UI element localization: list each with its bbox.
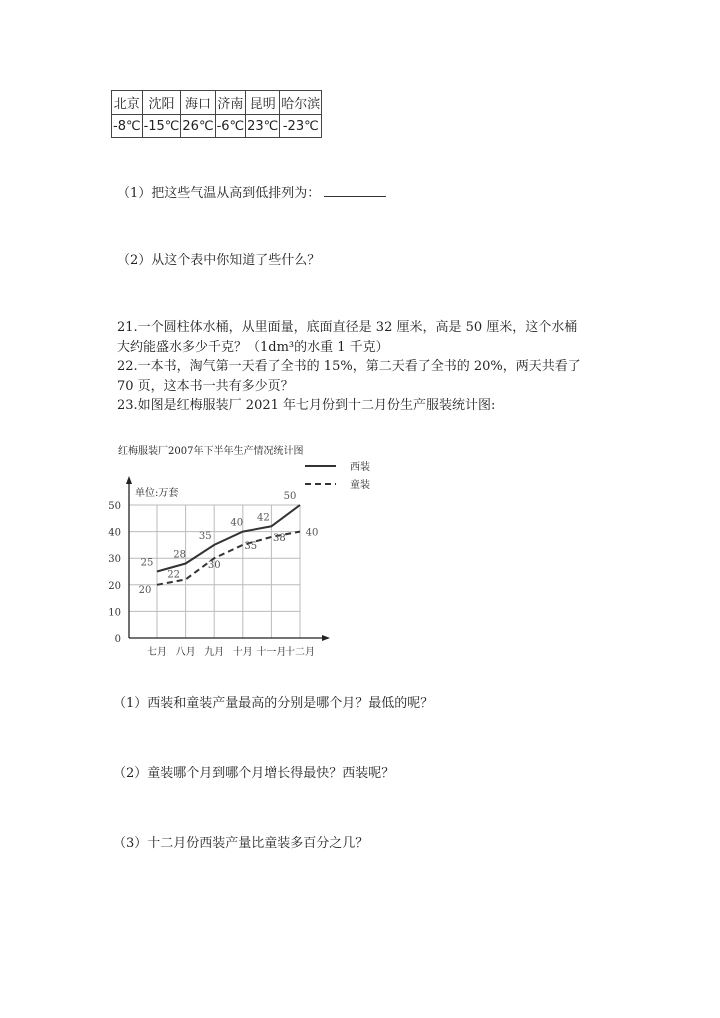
data-label: 35 xyxy=(244,540,258,552)
city-cell: 沈阳 xyxy=(142,91,181,115)
x-tick-label: 九月 xyxy=(204,647,225,658)
question-23: 23.如图是红梅服装厂 2021 年七月份到十二月份生产服装统计图: xyxy=(117,398,496,413)
y-tick-label: 30 xyxy=(108,554,121,566)
x-axis-arrow-icon xyxy=(322,635,330,641)
x-tick-label: 十二月 xyxy=(285,647,315,658)
question-21-line2: 大约能盛水多少千克？（1dm³的水重 1 千克） xyxy=(117,340,389,355)
city-cell: 北京 xyxy=(112,91,143,115)
question-21-line1: 21.一个圆柱体水桶，从里面量，底面直径是 32 厘米，高是 50 厘米，这个水桶 xyxy=(117,320,578,335)
y-axis-unit-label: 单位:万套 xyxy=(135,488,179,499)
question-22-line1: 22.一本书，淘气第一天看了全书的 15%，第二天看了全书的 20%，两天共看了 xyxy=(117,359,581,374)
question-table-2: （2）从这个表中你知道了些什么？ xyxy=(117,253,321,268)
legend-label: 西装 xyxy=(350,462,370,473)
x-tick-label: 十一月 xyxy=(256,647,287,658)
question-23-2: （2）童装哪个月到哪个月增长得最快？西装呢？ xyxy=(113,766,395,781)
temperature-cell: -15℃ xyxy=(142,115,181,138)
x-tick-label: 七月 xyxy=(147,647,167,658)
temperature-cell: 26℃ xyxy=(181,115,215,138)
temperature-cell: -8℃ xyxy=(112,115,143,138)
city-cell: 哈尔滨 xyxy=(280,91,322,115)
x-tick-label: 八月 xyxy=(175,647,196,658)
data-label: 30 xyxy=(207,560,221,572)
temperature-cell: 23℃ xyxy=(246,115,280,138)
x-tick-label: 十月 xyxy=(232,647,253,658)
data-label: 22 xyxy=(167,569,180,581)
data-label: 28 xyxy=(173,549,186,561)
data-label: 25 xyxy=(140,557,154,569)
y-tick-label: 10 xyxy=(108,607,121,619)
city-cell: 昆明 xyxy=(246,91,280,115)
temperature-cell: -23℃ xyxy=(280,115,322,138)
question-23-1: （1）西装和童装产量最高的分别是哪个月？最低的呢？ xyxy=(113,696,434,711)
y-tick-label: 20 xyxy=(108,580,121,592)
question-22-line2: 70 页，这本书一共有多少页？ xyxy=(117,379,294,394)
data-label: 40 xyxy=(305,527,319,539)
legend-label: 童装 xyxy=(350,480,370,491)
data-label: 35 xyxy=(198,530,212,542)
data-label: 20 xyxy=(138,584,152,596)
y-tick-label: 40 xyxy=(108,527,121,539)
y-axis-arrow-icon xyxy=(126,476,132,484)
city-cell: 海口 xyxy=(181,91,215,115)
data-label: 42 xyxy=(257,512,270,524)
temperature-cell: -6℃ xyxy=(215,115,246,138)
data-label: 40 xyxy=(230,517,244,529)
city-cell: 济南 xyxy=(215,91,246,115)
y-tick-label: 50 xyxy=(108,501,121,512)
question-23-3: （3）十二月份西装产量比童装多百分之几？ xyxy=(113,836,369,851)
chart-title: 红梅服装厂2007年下半年生产情况统计图 xyxy=(118,446,304,457)
question-text: （1）把这些气温从高到低排列为： xyxy=(117,186,321,201)
data-label: 50 xyxy=(283,491,297,502)
y-tick-label: 0 xyxy=(114,634,121,645)
data-label: 38 xyxy=(273,532,286,544)
